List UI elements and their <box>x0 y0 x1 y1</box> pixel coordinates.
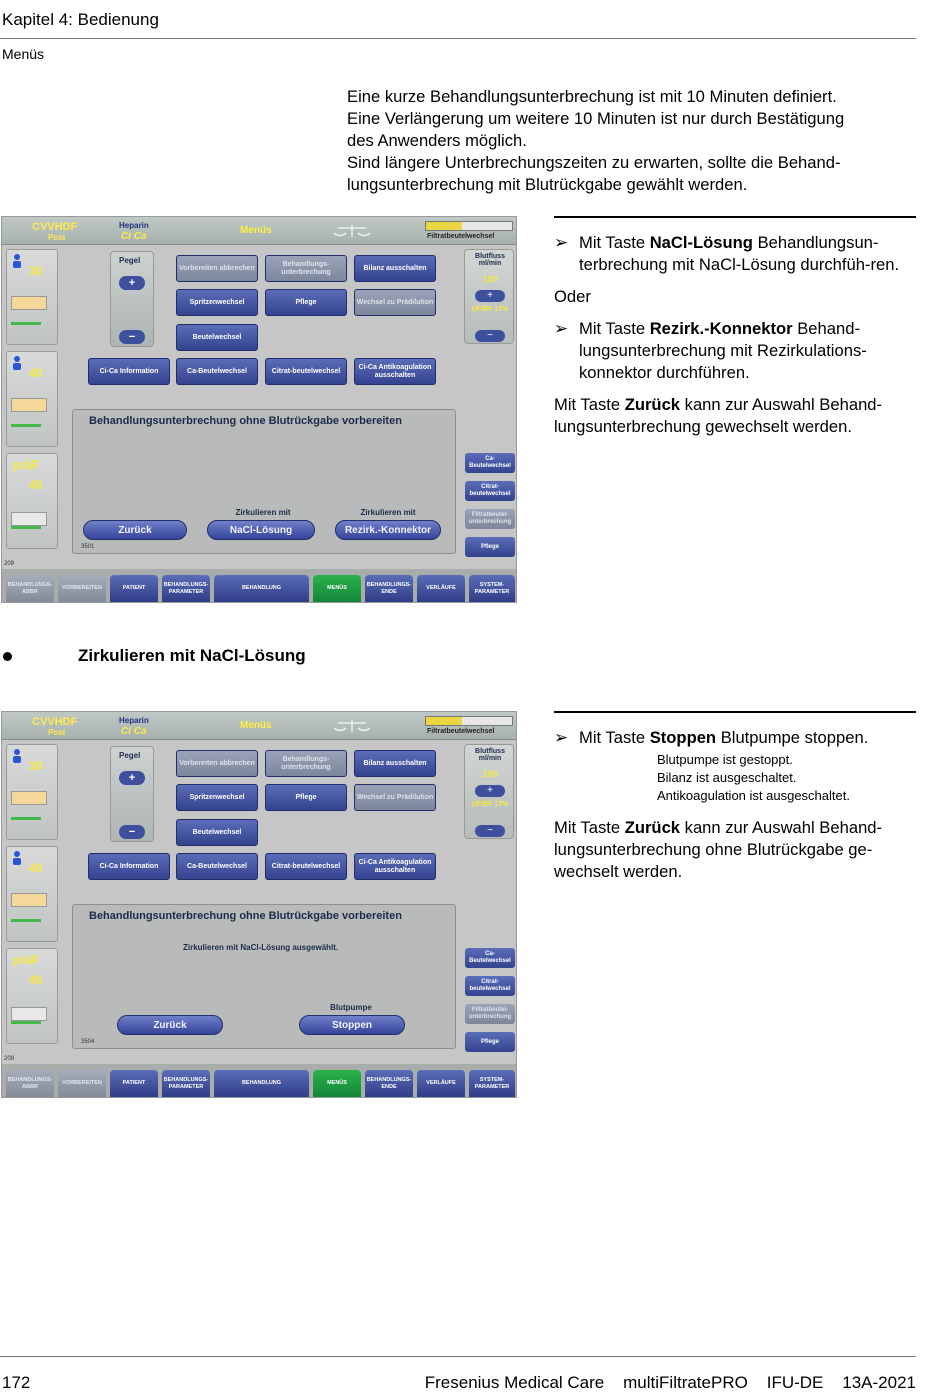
section-rule <box>554 711 916 713</box>
gauge-marker <box>11 817 41 820</box>
cica-info-button[interactable]: Ci-Ca Information <box>88 853 170 880</box>
step-text: Mit Taste <box>579 728 650 747</box>
level-label: Pegel <box>119 751 141 760</box>
result-notes <box>554 751 916 805</box>
footer-info: Fresenius Medical Care multiFiltratePRO IFU-DE 13A-2021 <box>424 1373 916 1392</box>
predilution-button[interactable]: Wechsel zu Prädilution <box>354 289 436 316</box>
side-ca-button[interactable]: Ca-Beutelwechsel <box>465 948 515 968</box>
filtrat-progress <box>425 716 513 726</box>
screen-code: 3501 <box>81 544 95 550</box>
screen-title: Menüs <box>240 225 272 236</box>
nav-abort[interactable]: BEHANDLUNGS-ABBR <box>6 1070 54 1097</box>
balance-off-button[interactable]: Bilanz ausschalten <box>354 750 436 777</box>
status-bar <box>2 217 517 245</box>
step-text: Blutpumpe stoppen. <box>716 728 869 747</box>
step-text: Mit Taste <box>579 233 650 252</box>
nav-prepare[interactable]: VORBEREITEN <box>58 575 106 602</box>
blood-flow-control <box>464 249 514 344</box>
nav-history[interactable]: VERLÄUFE <box>417 575 465 602</box>
device-screen-1 <box>1 216 517 603</box>
nav-parameters[interactable]: BEHANDLUNGS-PARAMETER <box>162 575 210 602</box>
level-up-button[interactable]: + <box>119 276 145 290</box>
result-note: Bilanz ist ausgeschaltet. <box>657 770 797 785</box>
side-filtrate-button[interactable]: Filtratbeutel-unterbrechung <box>465 509 515 529</box>
gauge-value: 30 <box>29 759 43 773</box>
side-citrate-button[interactable]: Citrat-beutelwechsel <box>465 976 515 996</box>
interruption-button[interactable]: Behandlungs-unterbrechung <box>265 255 347 282</box>
citrate-bag-button[interactable]: Citrat-beutelwechsel <box>265 853 347 880</box>
bag-change-button[interactable]: Beutelwechsel <box>176 819 258 846</box>
gauge-marker <box>11 526 41 529</box>
gauge-value: 45 <box>29 478 43 492</box>
rezirk-button[interactable]: Rezirk.-Konnektor <box>335 520 441 540</box>
nav-abort[interactable]: BEHANDLUNGS-ABBR <box>6 575 54 602</box>
rezirk-caption: Zirkulieren mit <box>360 508 416 517</box>
step-text: Behand-lungsunterbrechung mit Rezirkulations-konnektor durchführen. <box>579 319 867 382</box>
note-text: Mit Taste <box>554 818 625 837</box>
gauge-marker <box>11 322 41 325</box>
note-text: kann zur Auswahl Behand-lungsunterbrechung ohne Blutrückgabe ge-wechselt werden. <box>554 818 883 881</box>
cancel-prep-button[interactable]: Vorbereiten abbrechen <box>176 255 258 282</box>
nav-treatment[interactable]: BEHANDLUNG <box>214 1070 309 1097</box>
back-button[interactable]: Zurück <box>117 1015 223 1035</box>
gauge-level <box>11 512 47 526</box>
key-name: Rezirk.-Konnektor <box>649 319 793 338</box>
pressure-gauge-1 <box>6 744 58 840</box>
arrow-icon: ➢ <box>554 319 569 338</box>
oder-text: Oder <box>554 287 591 306</box>
heparin-label: Heparin <box>119 716 149 725</box>
pref-label: präF <box>13 953 40 967</box>
side-filtrate-button[interactable]: Filtratbeutel-unterbrechung <box>465 1004 515 1024</box>
filtrat-progress <box>425 221 513 231</box>
screen-code: 3504 <box>81 1039 95 1045</box>
ca-bag-button[interactable]: Ca-Beutelwechsel <box>176 358 258 385</box>
bullet-icon <box>3 652 12 661</box>
instructions-2 <box>554 711 916 893</box>
screen-title: Menüs <box>240 720 272 731</box>
gauge-value: 40 <box>29 366 43 380</box>
pump-caption: Blutpumpe <box>330 1003 372 1012</box>
blood-flow-label: Blutfluss ml/min <box>475 748 505 762</box>
arrow-icon: ➢ <box>554 728 569 747</box>
care-button[interactable]: Pflege <box>265 784 347 811</box>
nav-treatment[interactable]: BEHANDLUNG <box>214 575 309 602</box>
scale-icon <box>332 223 372 239</box>
back-button[interactable]: Zurück <box>83 520 187 540</box>
subsection-heading: Zirkulieren mit NaCl-Lösung <box>78 646 306 665</box>
bag-change-button[interactable]: Beutelwechsel <box>176 324 258 351</box>
nav-history[interactable]: VERLÄUFE <box>417 1070 465 1097</box>
uf-ratio: UF/BF 17% <box>471 306 509 313</box>
gauge-level <box>11 893 47 907</box>
footer-divider <box>0 1356 916 1357</box>
post-label: Post <box>48 233 66 242</box>
gauge-level <box>11 1007 47 1021</box>
dialog-panel <box>72 409 456 554</box>
blood-flow-label: Blutfluss ml/min <box>475 253 505 267</box>
section-rule <box>554 216 916 218</box>
filtrat-label: Filtratbeutelwechsel <box>427 728 495 735</box>
stop-button[interactable]: Stoppen <box>299 1015 405 1035</box>
person-icon <box>11 254 23 268</box>
side-citrate-button[interactable]: Citrat-beutelwechsel <box>465 481 515 501</box>
device-screen-2 <box>1 711 517 1098</box>
intro-line: Eine Verlängerung um weitere 10 Minuten ist nur durch Bestätigung <box>347 109 845 128</box>
blood-flow-value: 100 <box>482 274 498 284</box>
therapy-mode: CVVHDF <box>32 221 78 233</box>
person-icon <box>11 851 23 865</box>
note-text: kann zur Auswahl Behand-lungsunterbrechung gewechselt werden. <box>554 395 883 436</box>
blood-flow-down-button[interactable]: − <box>475 330 505 342</box>
gauge-marker <box>11 919 41 922</box>
pref-label: präF <box>13 458 40 472</box>
level-control <box>110 251 154 347</box>
post-label: Post <box>48 728 66 737</box>
person-icon <box>11 749 23 763</box>
side-care-button[interactable]: Pflege <box>465 537 515 557</box>
nav-end[interactable]: BEHANDLUNGS-ENDE <box>365 575 413 602</box>
key-name: NaCl-Lösung <box>649 233 753 252</box>
dialog-title: Behandlungsunterbrechung ohne Blutrückgabe vorbereiten <box>89 415 402 427</box>
gauge-level <box>11 791 47 805</box>
cica-anticoag-button[interactable]: Ci-Ca Antikoagulation ausschalten <box>354 358 436 385</box>
level-control <box>110 746 154 842</box>
intro-line: Sind längere Unterbrechungszeiten zu erwarten, sollte die Behand- <box>347 153 841 172</box>
nav-number: 209 <box>4 1056 15 1062</box>
bottom-nav <box>2 1056 517 1098</box>
gauge-marker <box>11 424 41 427</box>
filtrat-label: Filtratbeutelwechsel <box>427 233 495 240</box>
syringe-change-button[interactable]: Spritzenwechsel <box>176 289 258 316</box>
pressure-gauge-1 <box>6 249 58 345</box>
note-text: Mit Taste <box>554 395 625 414</box>
blood-flow-value: 100 <box>482 769 498 779</box>
nacl-caption: Zirkulieren mit <box>235 508 291 517</box>
arrow-icon: ➢ <box>554 233 569 252</box>
step-nacl <box>554 232 916 276</box>
nav-patient[interactable]: PATIENT <box>110 1070 158 1097</box>
person-icon <box>11 356 23 370</box>
cancel-prep-button[interactable]: Vorbereiten abbrechen <box>176 750 258 777</box>
care-button[interactable]: Pflege <box>265 289 347 316</box>
citrate-bag-button[interactable]: Citrat-beutelwechsel <box>265 358 347 385</box>
blood-flow-control <box>464 744 514 839</box>
level-up-button[interactable]: + <box>119 771 145 785</box>
therapy-mode: CVVHDF <box>32 716 78 728</box>
intro-line: des Anwenders möglich. <box>347 131 527 150</box>
pressure-column <box>6 744 58 1044</box>
level-label: Pegel <box>119 256 141 265</box>
ca-bag-button[interactable]: Ca-Beutelwechsel <box>176 853 258 880</box>
pressure-gauge-2 <box>6 351 58 447</box>
step-text: Mit Taste <box>579 319 650 338</box>
nav-menus[interactable]: MENÜS <box>313 575 361 602</box>
key-name: Zurück <box>624 395 681 414</box>
intro-line: Eine kurze Behandlungsunterbrechung ist mit 10 Minuten definiert. <box>347 87 837 106</box>
gauge-value: 40 <box>29 861 43 875</box>
bottom-nav <box>2 561 517 603</box>
cica-info-button[interactable]: Ci-Ca Information <box>88 358 170 385</box>
step-rezirk <box>554 318 916 384</box>
cica-label: Ci Ca <box>121 726 147 737</box>
uf-ratio: UF/BF 17% <box>471 801 509 808</box>
chapter-title: Kapitel 4: Bedienung <box>2 10 159 29</box>
intro-paragraph <box>347 86 917 196</box>
heparin-label: Heparin <box>119 221 149 230</box>
nav-prepare[interactable]: VORBEREITEN <box>58 1070 106 1097</box>
nav-end[interactable]: BEHANDLUNGS-ENDE <box>365 1070 413 1097</box>
nav-system[interactable]: SYSTEM-PARAMETER <box>469 1070 515 1097</box>
dialog-panel <box>72 904 456 1049</box>
section-title: Menüs <box>2 46 45 62</box>
balance-off-button[interactable]: Bilanz ausschalten <box>354 255 436 282</box>
page-number: 172 <box>2 1373 31 1392</box>
side-button-column <box>465 948 515 1060</box>
step-text: Behandlungsun-terbrechung mit NaCl-Lösung durchfüh-ren. <box>579 233 900 274</box>
blood-flow-up-button[interactable]: + <box>475 785 505 797</box>
dialog-title: Behandlungsunterbrechung ohne Blutrückgabe vorbereiten <box>89 910 402 922</box>
dialog-message: Zirkulieren mit NaCl-Lösung ausgewählt. <box>183 943 339 952</box>
blood-flow-up-button[interactable]: + <box>475 290 505 302</box>
cica-label: Ci Ca <box>121 231 147 242</box>
interruption-button[interactable]: Behandlungs-unterbrechung <box>265 750 347 777</box>
pref-gauge <box>6 453 58 549</box>
pressure-column <box>6 249 58 549</box>
intro-line: lungsunterbrechung mit Blutrückgabe gewählt werden. <box>347 175 748 194</box>
scale-icon <box>332 718 372 734</box>
side-ca-button[interactable]: Ca-Beutelwechsel <box>465 453 515 473</box>
side-button-column <box>465 453 515 565</box>
status-bar <box>2 712 517 740</box>
gauge-value: 30 <box>29 264 43 278</box>
nav-patient[interactable]: PATIENT <box>110 575 158 602</box>
header-divider <box>0 38 916 39</box>
nacl-button[interactable]: NaCl-Lösung <box>207 520 315 540</box>
result-note: Blutpumpe ist gestoppt. <box>657 752 793 767</box>
nav-menus[interactable]: MENÜS <box>313 1070 361 1097</box>
cica-anticoag-button[interactable]: Ci-Ca Antikoagulation ausschalten <box>354 853 436 880</box>
key-name: Stoppen <box>649 728 717 747</box>
nav-number: 209 <box>4 561 15 567</box>
blood-flow-down-button[interactable]: − <box>475 825 505 837</box>
gauge-value: 45 <box>29 973 43 987</box>
back-note <box>554 817 916 883</box>
nav-system[interactable]: SYSTEM-PARAMETER <box>469 575 515 602</box>
pref-gauge <box>6 948 58 1044</box>
step-stop <box>554 727 916 749</box>
pressure-gauge-2 <box>6 846 58 942</box>
level-down-button[interactable]: − <box>119 330 145 344</box>
gauge-marker <box>11 1021 41 1024</box>
instructions-1 <box>554 216 916 448</box>
gauge-level <box>11 296 47 310</box>
gauge-level <box>11 398 47 412</box>
result-note: Antikoagulation ist ausgeschaltet. <box>657 788 850 803</box>
syringe-change-button[interactable]: Spritzenwechsel <box>176 784 258 811</box>
back-note <box>554 394 916 438</box>
predilution-button[interactable]: Wechsel zu Prädilution <box>354 784 436 811</box>
key-name: Zurück <box>624 818 681 837</box>
nav-parameters[interactable]: BEHANDLUNGS-PARAMETER <box>162 1070 210 1097</box>
level-down-button[interactable]: − <box>119 825 145 839</box>
side-care-button[interactable]: Pflege <box>465 1032 515 1052</box>
